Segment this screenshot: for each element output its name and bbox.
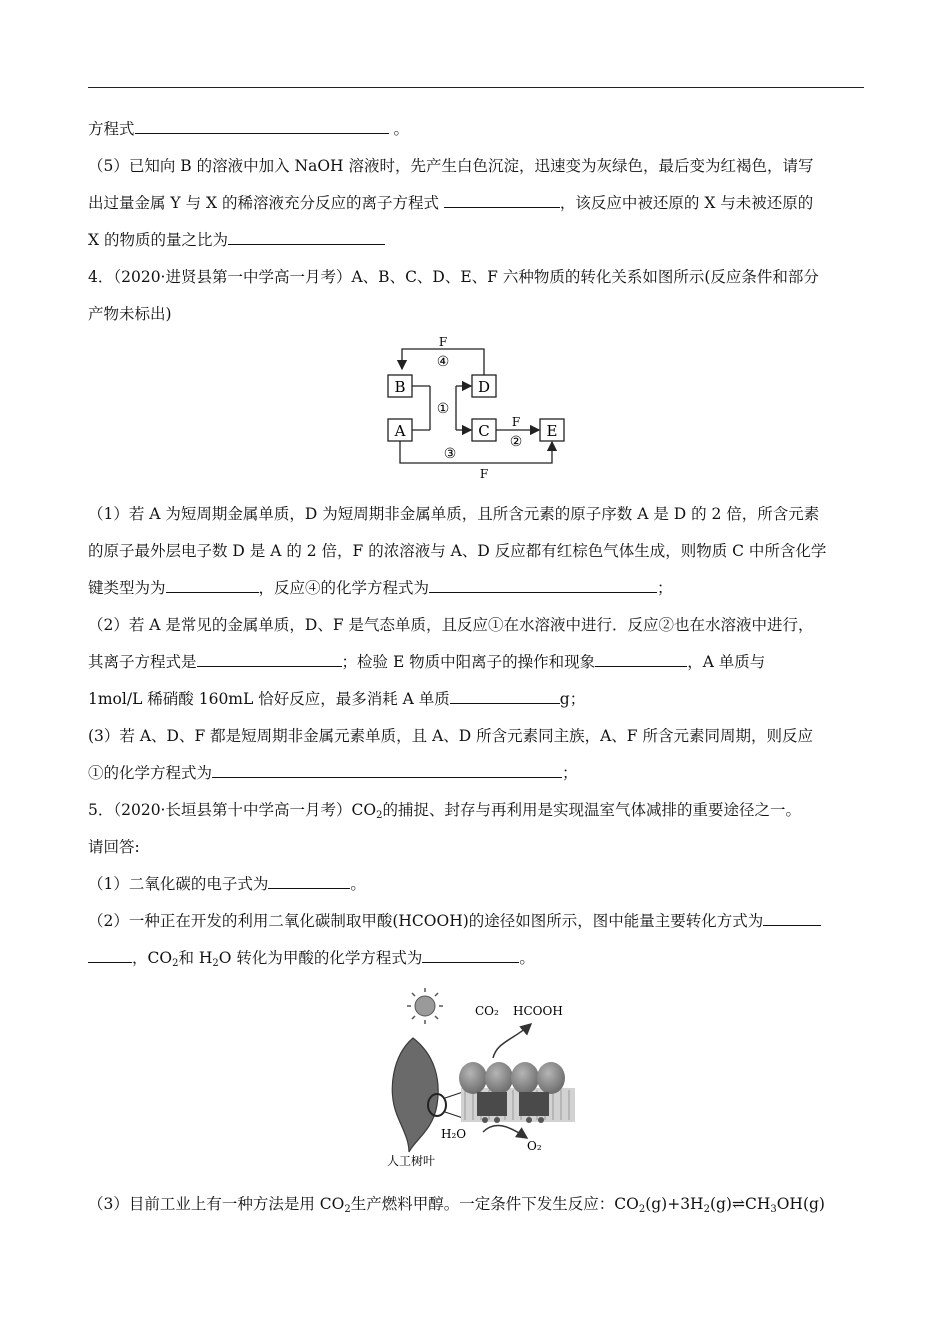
q3-part5-line1: （5）已知向 B 的溶液中加入 NaOH 溶液时，先产生白色沉淀，迅速变为灰绿色，最后变为红褐色，请写 (88, 157, 814, 175)
text: ； (657, 579, 673, 597)
subscript: 2 (212, 958, 219, 969)
q4-part1-line1: （1）若 A 为短周期金属单质，D 为短周期非金属单质，且所含元素的原子序数 A 是 D 的 2 倍，所含元素 (88, 505, 820, 523)
label-f-bottom: F (479, 467, 489, 480)
q4-header-line2: 产物未标出) (88, 305, 172, 323)
q5-part2-line2 (88, 947, 535, 975)
leaf-icon (392, 1038, 438, 1152)
q5-part1 (88, 873, 366, 895)
text: 出过量金属 Y 与 X 的稀溶液充分反应的离子方程式 (88, 194, 439, 212)
label-2: ② (509, 434, 523, 450)
text: X 的物质的量之比为 (88, 231, 228, 249)
q3-equation-line (88, 118, 409, 140)
label-f-top: F (438, 335, 448, 349)
figure-caption: 人工树叶 (387, 1154, 436, 1168)
protein-dot (494, 1117, 500, 1123)
text: ；检验 E 物质中阳离子的操作和现象 (341, 653, 596, 671)
answer-blank[interactable] (595, 651, 687, 667)
q4-part1-line2: 的原子最外层电子数 D 是 A 的 2 倍，F 的浓溶液与 A、D 反应都有红棕色气体生成，则物质 C 中所含化学 (88, 542, 827, 560)
q3-part5-line3 (88, 229, 385, 251)
q4-header-line1: 4．（2020·进贤县第一中学高一月考）A、B、C、D、E、F 六种物质的转化关系如图所示(反应条件和部分 (88, 268, 819, 286)
q3-part5-line2 (88, 192, 813, 214)
q4-part2-line2 (88, 651, 765, 673)
text: 。 (350, 875, 366, 893)
text: OH(g) (776, 1195, 825, 1213)
text: (g)+3H (645, 1195, 704, 1213)
protein-block (519, 1092, 549, 1116)
q4-part2-line3 (88, 688, 585, 710)
text: （2）一种正在开发的利用二氧化碳制取甲酸(HCOOH)的途径如图所示，图中能量主要转化方式为 (88, 912, 764, 930)
label-h2o: H₂O (441, 1127, 467, 1141)
q5-header-line1 (88, 799, 801, 827)
text: 1mol/L 稀硝酸 160mL 恰好反应，最多消耗 A 单质 (88, 690, 450, 708)
zoom-line (445, 1112, 463, 1118)
answer-blank[interactable] (450, 688, 560, 704)
answer-blank[interactable] (166, 577, 259, 593)
subscript: 2 (344, 1204, 351, 1215)
text: 方程式 (88, 120, 135, 138)
answer-blank[interactable] (212, 762, 562, 778)
q5-part2-line1 (88, 910, 821, 932)
arrow-h2o-to-o2 (483, 1125, 527, 1138)
text: 的捕捉、封存与再利用是实现温室气体减排的重要途径之一。 (382, 801, 801, 819)
q4-part3-line1: (3）若 A、D、F 都是短周期非金属元素单质，且 A、D 所含元素同主族，A、F 所含元素同周期，则反应 (88, 727, 813, 745)
q4-part1-line3 (88, 577, 673, 599)
label-1: ① (436, 401, 450, 417)
box-c-label: C (478, 422, 490, 440)
subscript: 2 (638, 1204, 646, 1215)
answer-blank[interactable] (763, 910, 821, 926)
answer-blank[interactable] (422, 947, 519, 963)
label-3: ③ (443, 446, 457, 462)
text: ，反应④的化学方程式为 (258, 579, 430, 597)
answer-blank[interactable] (197, 651, 342, 667)
text: ，CO (132, 949, 173, 967)
box-d-label: D (477, 378, 491, 396)
answer-blank[interactable] (228, 229, 385, 245)
protein-block (477, 1092, 507, 1116)
answer-blank[interactable] (135, 118, 389, 134)
text: ； (562, 764, 578, 782)
label-f-mid: F (511, 415, 521, 429)
protein-dot (526, 1117, 532, 1123)
subscript: 2 (703, 1204, 710, 1215)
text: ，A 单质与 (687, 653, 766, 671)
arrow-co2-to-hcooh (493, 1024, 531, 1058)
artificial-leaf-figure (385, 980, 575, 1170)
text: (g)⇌CH (709, 1195, 771, 1213)
protein-dot (482, 1117, 488, 1123)
text: 生产燃料甲醇。一定条件下发生反应：CO (350, 1195, 639, 1213)
protein-dot (538, 1117, 544, 1123)
answer-blank[interactable] (88, 947, 132, 963)
box-b-label: B (394, 378, 406, 396)
label-hcooh: HCOOH (513, 1004, 563, 1018)
answer-blank[interactable] (268, 873, 350, 889)
text: 其离子方程式是 (88, 653, 197, 671)
text: ①的化学方程式为 (88, 764, 213, 782)
text: 。 (393, 120, 409, 138)
q4-part2-line1: （2）若 A 是常见的金属单质，D、F 是气态单质，且反应①在水溶液中进行．反应②也在水溶液中进行， (88, 616, 814, 634)
label-o2: O₂ (527, 1139, 542, 1153)
text: 5．（2020·长垣县第十中学高一月考）CO (88, 801, 377, 819)
label-co2: CO₂ (475, 1004, 499, 1018)
answer-blank[interactable] (444, 192, 560, 208)
text: g； (559, 690, 586, 708)
text: 。 (519, 949, 535, 967)
label-4: ④ (436, 354, 450, 370)
q4-transformation-diagram (380, 335, 580, 480)
zoom-line (445, 1092, 463, 1098)
text: 和 H (178, 949, 213, 967)
sun-icon (407, 988, 443, 1024)
answer-blank[interactable] (429, 577, 657, 593)
text: 键类型为为 (88, 579, 166, 597)
box-e-label: E (546, 422, 558, 440)
text: O 转化为甲酸的化学方程式为 (218, 949, 423, 967)
text: （1）二氧化碳的电子式为 (88, 875, 269, 893)
q4-part3-line2 (88, 762, 578, 784)
header-rule (88, 87, 864, 88)
arrow-a-to-e (400, 441, 552, 463)
subscript: 3 (770, 1204, 777, 1215)
q5-header-line2: 请回答: (88, 838, 140, 856)
text: ，该反应中被还原的 X 与未被还原的 (559, 194, 814, 212)
q5-part3 (88, 1193, 825, 1221)
subscript: 2 (376, 810, 383, 821)
text: （3）目前工业上有一种方法是用 CO (88, 1195, 345, 1213)
subscript: 2 (172, 958, 179, 969)
box-a-label: A (394, 422, 406, 440)
